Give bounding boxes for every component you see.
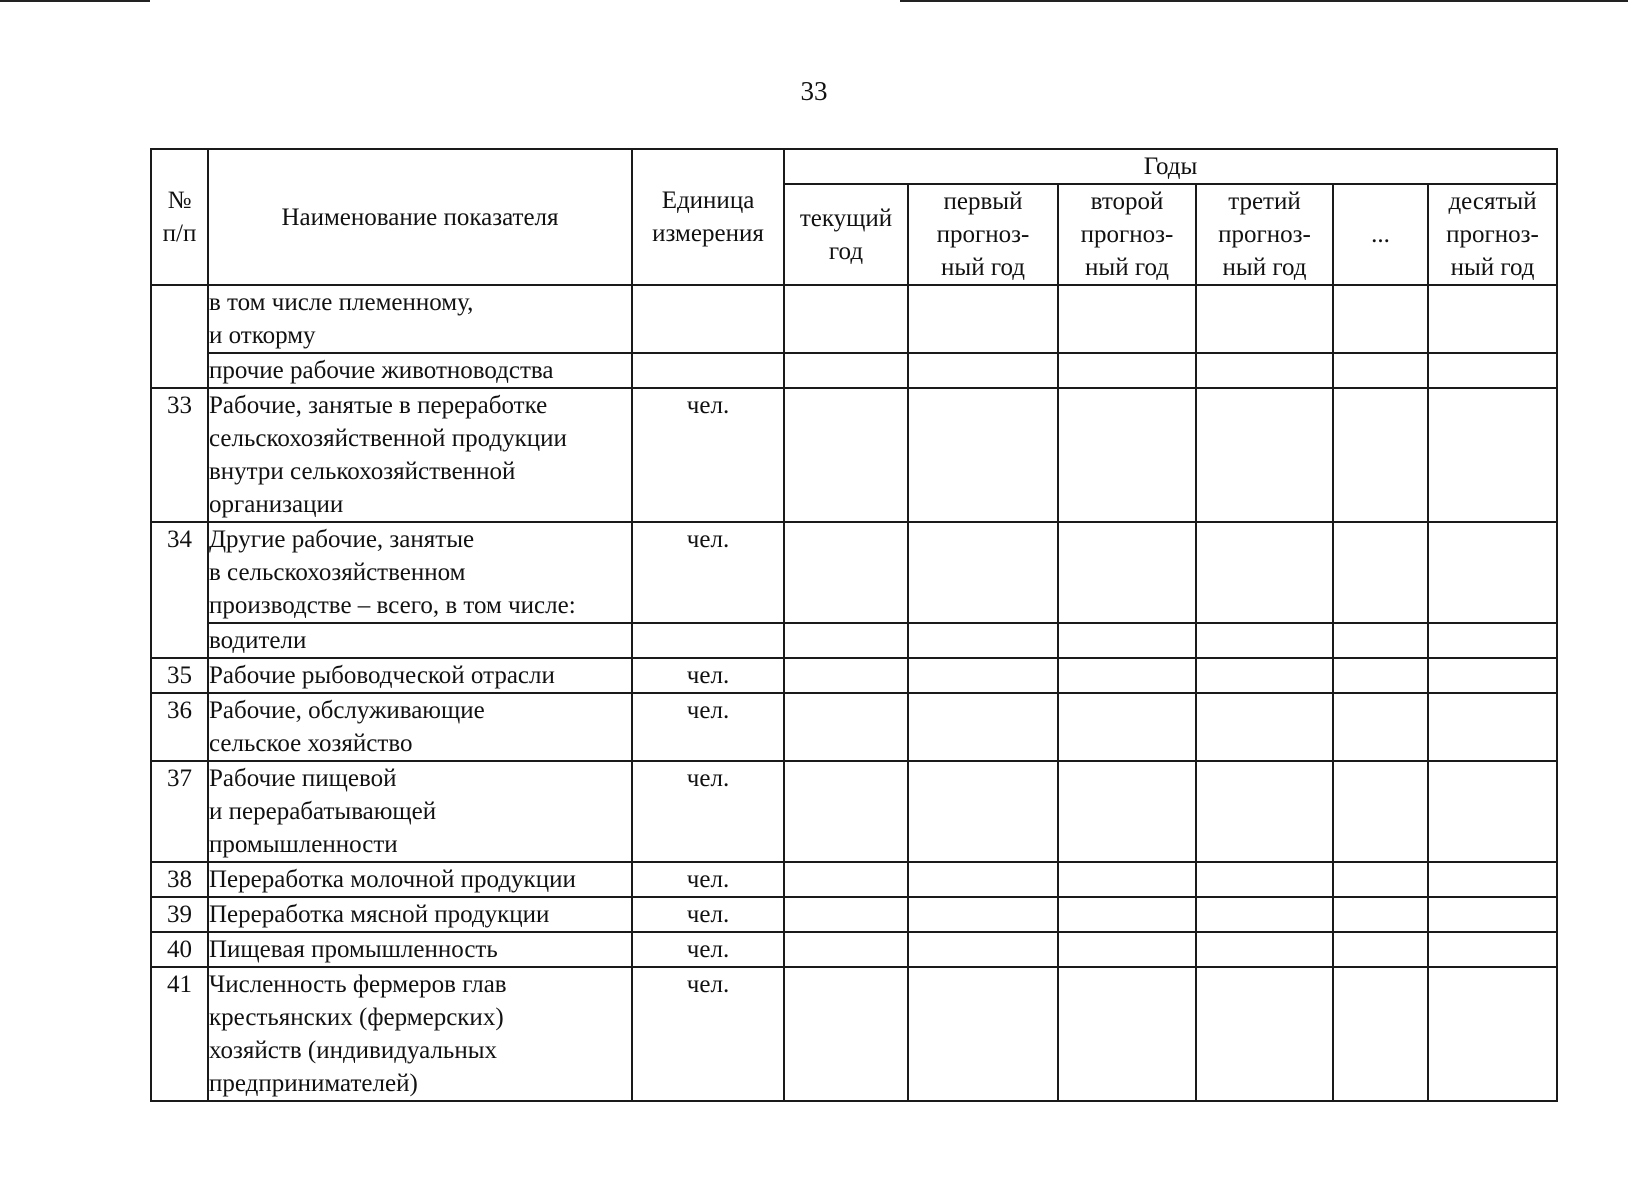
header-year-1	[908, 184, 1058, 285]
table-row	[151, 658, 1557, 693]
cell-year-ellipsis	[1333, 353, 1428, 388]
table-row	[151, 693, 1557, 761]
cell-year-current	[784, 623, 908, 658]
row-unit	[632, 932, 784, 967]
row-unit-text: чел.	[686, 765, 730, 792]
row-unit	[632, 897, 784, 932]
cell-year-1	[908, 388, 1058, 522]
cell-year-current	[784, 693, 908, 761]
row-num-text: 37	[167, 765, 192, 792]
cell-year-10	[1428, 967, 1557, 1101]
row-name	[208, 761, 632, 862]
row-num	[151, 897, 208, 932]
row-num-text: 33	[167, 392, 192, 419]
table-row	[151, 388, 1557, 522]
cell-year-1	[908, 522, 1058, 623]
cell-year-10	[1428, 285, 1557, 353]
cell-year-3	[1196, 761, 1333, 862]
row-unit	[632, 658, 784, 693]
cell-year-10	[1428, 623, 1557, 658]
cell-year-1	[908, 658, 1058, 693]
row-num-text: 36	[167, 697, 192, 724]
row-name	[208, 285, 632, 353]
table-row	[151, 522, 1557, 623]
cell-year-3	[1196, 967, 1333, 1101]
cell-year-3	[1196, 285, 1333, 353]
row-name	[208, 522, 632, 623]
cell-year-ellipsis	[1333, 967, 1428, 1101]
cell-year-3	[1196, 353, 1333, 388]
header-unit-label: Единица измерения	[652, 187, 764, 247]
row-name	[208, 693, 632, 761]
row-name	[208, 353, 632, 388]
cell-year-1	[908, 761, 1058, 862]
table-row	[151, 623, 1557, 658]
row-num-text: 38	[167, 866, 192, 893]
row-num	[151, 388, 208, 522]
row-unit	[632, 353, 784, 388]
row-name	[208, 623, 632, 658]
cell-year-2	[1058, 658, 1196, 693]
header-years-group-label: Годы	[1143, 153, 1198, 180]
cell-year-current	[784, 761, 908, 862]
cell-year-ellipsis	[1333, 761, 1428, 862]
cell-year-1	[908, 967, 1058, 1101]
header-num	[151, 149, 208, 285]
cell-year-ellipsis	[1333, 285, 1428, 353]
cell-year-10	[1428, 862, 1557, 897]
cell-year-current	[784, 897, 908, 932]
row-name-text: Рабочие, обслуживающие сельское хозяйство	[209, 697, 485, 757]
cell-year-10	[1428, 693, 1557, 761]
row-unit-text: чел.	[686, 866, 730, 893]
row-unit	[632, 522, 784, 623]
row-name	[208, 932, 632, 967]
cell-year-current	[784, 285, 908, 353]
header-year-label: текущий год	[799, 204, 893, 265]
table-row	[151, 897, 1557, 932]
header-year-10	[1428, 184, 1557, 285]
row-num-text: 41	[167, 971, 192, 998]
cell-year-3	[1196, 862, 1333, 897]
cell-year-ellipsis	[1333, 932, 1428, 967]
header-year-label: десятый прогноз- ный год	[1446, 188, 1539, 281]
cell-year-10	[1428, 522, 1557, 623]
cell-year-3	[1196, 693, 1333, 761]
table-row	[151, 761, 1557, 862]
row-num	[151, 932, 208, 967]
row-name-text: Рабочие пищевой и перерабатывающей промышленности	[209, 765, 437, 858]
row-name	[208, 658, 632, 693]
table-row	[151, 285, 1557, 353]
cell-year-ellipsis	[1333, 623, 1428, 658]
row-unit-text: чел.	[686, 526, 730, 553]
cell-year-1	[908, 353, 1058, 388]
row-num	[151, 522, 208, 658]
row-unit-text: чел.	[686, 901, 730, 928]
cell-year-2	[1058, 932, 1196, 967]
row-num	[151, 967, 208, 1101]
cell-year-2	[1058, 388, 1196, 522]
row-num	[151, 862, 208, 897]
cell-year-current	[784, 388, 908, 522]
table-row	[151, 862, 1557, 897]
row-name-text: прочие рабочие животноводства	[209, 357, 554, 384]
row-name	[208, 388, 632, 522]
row-unit-text: чел.	[686, 662, 730, 689]
row-name-text: Численность фермеров глав крестьянских (фермерских) хозяйств (индивидуальных предпринимателей)	[209, 971, 507, 1097]
row-name	[208, 897, 632, 932]
cell-year-2	[1058, 285, 1196, 353]
cell-year-10	[1428, 932, 1557, 967]
cell-year-1	[908, 623, 1058, 658]
table-row	[151, 932, 1557, 967]
row-num	[151, 285, 208, 388]
row-unit	[632, 967, 784, 1101]
cell-year-current	[784, 932, 908, 967]
row-name-text: Другие рабочие, занятые в сельскохозяйственном производстве – всего, в том числе:	[209, 526, 576, 619]
cell-year-ellipsis	[1333, 693, 1428, 761]
cell-year-1	[908, 285, 1058, 353]
table-row	[151, 353, 1557, 388]
table-row	[151, 967, 1557, 1101]
cell-year-1	[908, 932, 1058, 967]
row-unit	[632, 388, 784, 522]
scan-edge-right	[900, 0, 1628, 2]
cell-year-ellipsis	[1333, 897, 1428, 932]
header-year-label: ...	[1371, 221, 1390, 248]
row-unit	[632, 862, 784, 897]
cell-year-2	[1058, 623, 1196, 658]
cell-year-1	[908, 897, 1058, 932]
cell-year-ellipsis	[1333, 388, 1428, 522]
row-name-text: Рабочие, занятые в переработке сельскохозяйственной продукции внутри селькохозяйственной организации	[209, 392, 567, 518]
cell-year-3	[1196, 388, 1333, 522]
row-num	[151, 693, 208, 761]
row-unit	[632, 285, 784, 353]
cell-year-3	[1196, 932, 1333, 967]
row-name-text: Переработка молочной продукции	[209, 866, 576, 893]
cell-year-ellipsis	[1333, 658, 1428, 693]
header-year-ellipsis	[1333, 184, 1428, 285]
cell-year-1	[908, 862, 1058, 897]
cell-year-3	[1196, 623, 1333, 658]
cell-year-3	[1196, 897, 1333, 932]
row-name-text: водители	[209, 627, 307, 654]
cell-year-10	[1428, 658, 1557, 693]
cell-year-10	[1428, 353, 1557, 388]
cell-year-2	[1058, 862, 1196, 897]
header-years-group	[784, 149, 1557, 184]
cell-year-current	[784, 353, 908, 388]
row-unit	[632, 623, 784, 658]
row-name-text: Пищевая промышленность	[209, 936, 498, 963]
cell-year-3	[1196, 522, 1333, 623]
header-name-label: Наименование показателя	[281, 203, 559, 231]
header-year-2	[1058, 184, 1196, 285]
row-unit-text: чел.	[686, 971, 730, 998]
cell-year-2	[1058, 967, 1196, 1101]
indicator-table	[150, 148, 1558, 1102]
cell-year-2	[1058, 353, 1196, 388]
header-year-label: третий прогноз- ный год	[1218, 188, 1311, 281]
cell-year-10	[1428, 761, 1557, 862]
scan-edge-left	[0, 0, 150, 2]
header-year-3	[1196, 184, 1333, 285]
cell-year-10	[1428, 897, 1557, 932]
row-num-text: 40	[167, 936, 192, 963]
header-name	[208, 149, 632, 285]
cell-year-2	[1058, 522, 1196, 623]
row-name	[208, 967, 632, 1101]
row-unit-text: чел.	[686, 697, 730, 724]
row-unit	[632, 693, 784, 761]
header-year-label: второй прогноз- ный год	[1080, 188, 1174, 281]
cell-year-2	[1058, 897, 1196, 932]
row-unit-text: чел.	[686, 936, 730, 963]
cell-year-2	[1058, 693, 1196, 761]
cell-year-ellipsis	[1333, 862, 1428, 897]
row-name-text: Рабочие рыбоводческой отрасли	[209, 662, 555, 689]
row-name	[208, 862, 632, 897]
cell-year-10	[1428, 388, 1557, 522]
row-num-text: 35	[167, 662, 192, 689]
page-number: 33	[800, 76, 828, 106]
cell-year-current	[784, 658, 908, 693]
row-num-text: 34	[167, 526, 192, 553]
header-year-label: первый прогноз- ный год	[936, 188, 1030, 281]
row-name-text: Переработка мясной продукции	[209, 901, 550, 928]
header-year-current	[784, 184, 908, 285]
cell-year-current	[784, 522, 908, 623]
row-num-text: 39	[167, 901, 192, 928]
header-unit	[632, 149, 784, 285]
header-num-label: № п/п	[162, 187, 197, 247]
row-unit-text: чел.	[686, 392, 730, 419]
row-num	[151, 761, 208, 862]
row-num	[151, 658, 208, 693]
cell-year-3	[1196, 658, 1333, 693]
row-name-text: в том числе племенному, и откорму	[209, 289, 474, 349]
cell-year-current	[784, 967, 908, 1101]
cell-year-ellipsis	[1333, 522, 1428, 623]
row-unit	[632, 761, 784, 862]
cell-year-current	[784, 862, 908, 897]
cell-year-2	[1058, 761, 1196, 862]
cell-year-1	[908, 693, 1058, 761]
